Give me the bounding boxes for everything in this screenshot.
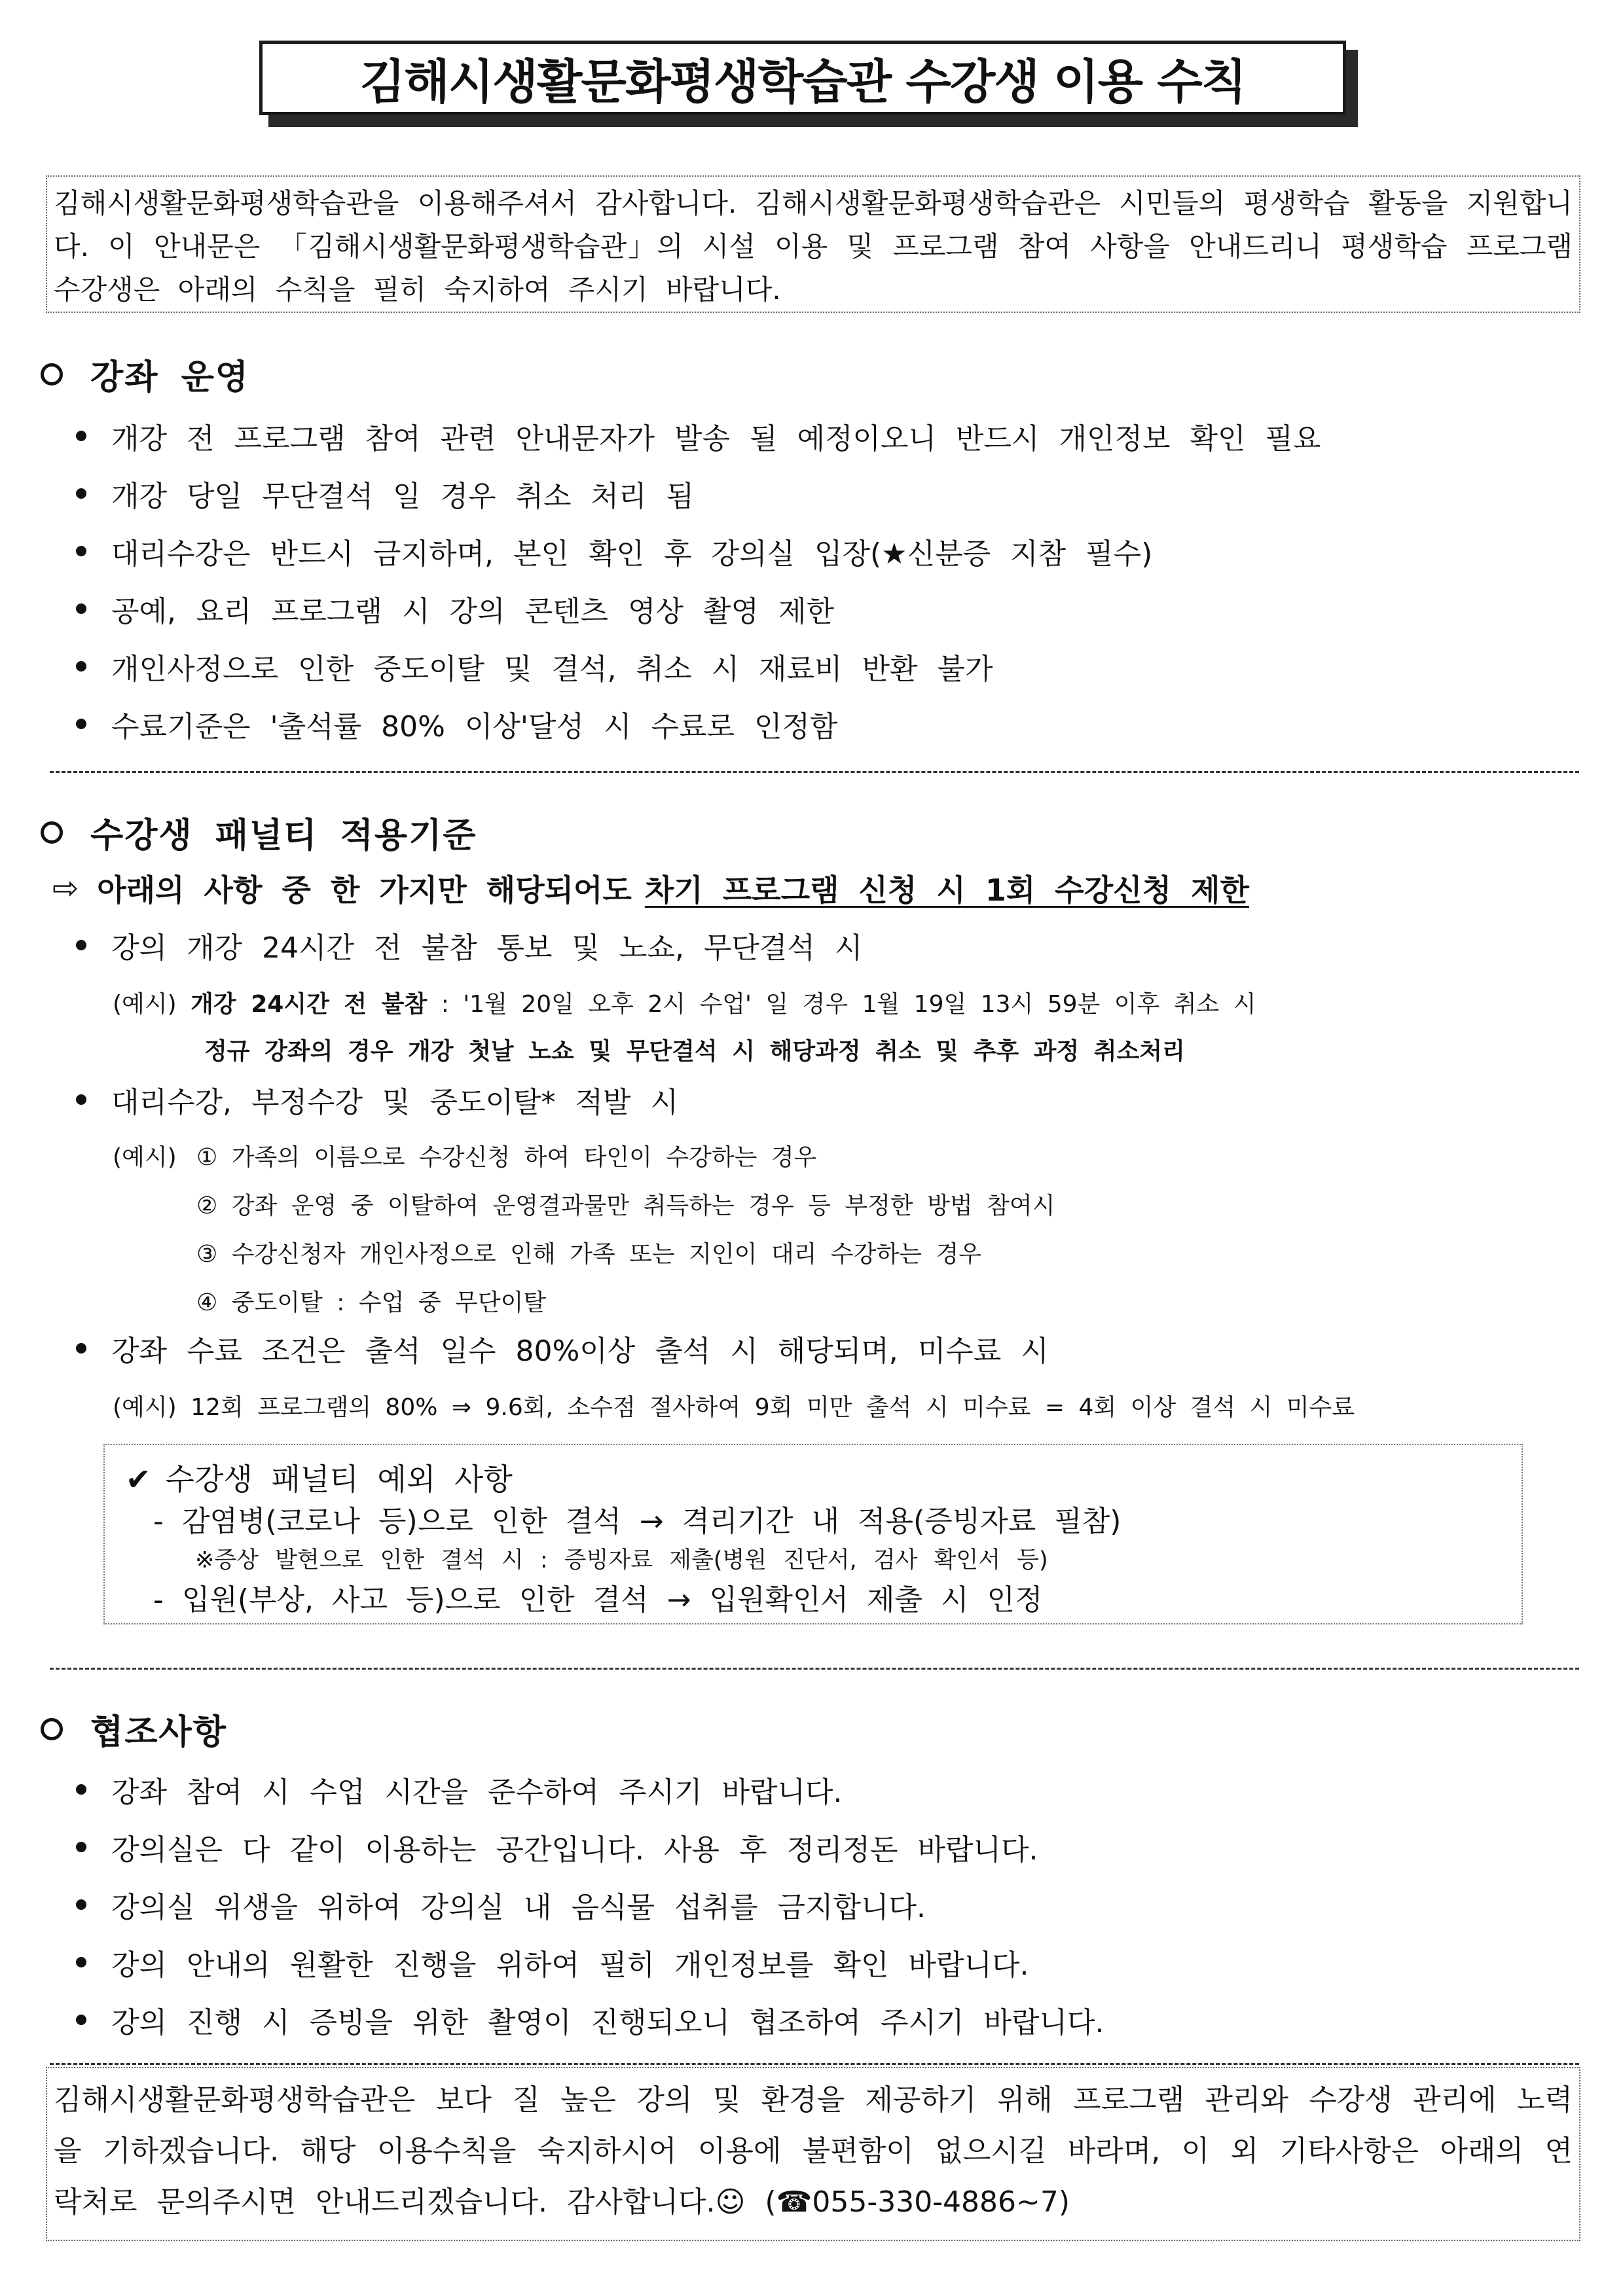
penalty-rule — [52, 867, 1249, 910]
cooperation-list — [72, 1761, 1104, 2049]
exception-line-2: - 입원(부상, 사고 등)으로 인한 결석 → 입원확인서 제출 시 인정 — [153, 1583, 1043, 1617]
penalty-rule-underlined: 차기 프로그램 신청 시 1회 수강신청 제한 — [644, 872, 1249, 908]
lecture-operation-list — [72, 407, 1321, 753]
list-item-text: 강의 안내의 원활한 진행을 위하여 필히 개인정보를 확인 바랍니다. — [111, 1948, 1029, 1982]
list-item-text: 개강 당일 무단결석 일 경우 취소 처리 됨 — [111, 480, 694, 513]
list-item-text: 대리수강, 부정수강 및 중도이탈* 적발 시 — [111, 1086, 678, 1119]
outro-box — [46, 2067, 1580, 2241]
list-item-text: 수료기준은 '출석률 80% 이상'달성 시 수료로 인정함 — [111, 710, 838, 744]
section-title: 수강생 패널티 적용기준 — [90, 816, 477, 855]
intro-box — [46, 175, 1580, 313]
intro-text: 김해시생활문화평생학습관을 이용해주셔서 감사합니다. 김해시생활문화평생학습관은 시민들의 평생학습 활동을 지원합니다. 이 안내문은 「김해시생활문화평생학습관」의 시설 이용 및 프로그램 참여 사항을 안내드리니 평생학습 프로그램 수강생은 아래의 수칙을 필히 숙지하여 주시기 바랍니다. — [54, 187, 1573, 306]
bullet-icon — [76, 488, 86, 499]
list-item — [72, 1933, 1104, 1991]
exception-title: 수강생 패널티 예외 사항 — [165, 1462, 513, 1497]
bullet-icon — [76, 1957, 86, 1967]
circle-icon — [41, 363, 63, 386]
bullet-icon — [76, 940, 86, 950]
list-item-text: 강좌 수료 조건은 출석 일수 80%이상 출석 시 해당되며, 미수료 시 — [111, 1335, 1049, 1368]
outro-text: 김해시생활문화평생학습관은 보다 질 높은 강의 및 환경을 제공하기 위해 프로그램 관리와 수강생 관리에 노력을 기하겠습니다. 해당 이용수칙을 숙지하시어 이용에 불편함이 없으시길 바라며, 이 외 기타사항은 아래의 연락처로 문의주시면 안내드리겠습니다. 감사합니다.☺ (☎055-330-4886~7) — [54, 2083, 1573, 2219]
list-item-text: 개강 전 프로그램 참여 관련 안내문자가 발송 될 예정이오니 반드시 개인정보 확인 필요 — [111, 422, 1321, 456]
list-item — [72, 1071, 678, 1128]
list-item — [72, 580, 1321, 637]
circle-icon — [41, 821, 63, 844]
example-prefix: (예시) — [113, 991, 177, 1018]
example-3-line: (예시) 12회 프로그램의 80% ⇒ 9.6회, 소수점 절사하여 9회 미만 출석 시 미수료 = 4회 이상 결석 시 미수료 — [113, 1394, 1355, 1421]
title-box — [259, 41, 1346, 115]
exception-line-1: - 감염병(코로나 등)으로 인한 결석 → 격리기간 내 적용(증빙자료 필참) — [153, 1505, 1122, 1538]
penalty-item-3 — [72, 1319, 1049, 1377]
exception-heading — [126, 1456, 513, 1499]
example-1-line-1 — [113, 986, 1256, 1019]
bullet-icon — [76, 2015, 86, 2025]
penalty-exception-box — [103, 1444, 1523, 1624]
list-item-text: 대리수강은 반드시 금지하며, 본인 확인 후 강의실 입장(★신분증 지참 필수) — [111, 537, 1153, 571]
section-title: 협조사항 — [90, 1713, 227, 1752]
penalty-item-1 — [72, 916, 862, 974]
list-item-text: 개인사정으로 인한 중도이탈 및 결석, 취소 시 재료비 반환 불가 — [111, 653, 993, 686]
bullet-icon — [76, 1899, 86, 1910]
list-item — [72, 1991, 1104, 2049]
list-item — [72, 1818, 1104, 1876]
list-item — [72, 465, 1321, 522]
list-item — [72, 407, 1321, 465]
example-2-prefix: (예시) — [113, 1144, 177, 1171]
bullet-icon — [76, 719, 86, 729]
example-2-line: ④ 중도이탈 : 수업 중 무단이탈 — [196, 1289, 547, 1316]
list-item — [72, 1761, 1104, 1818]
checkmark-icon: ✔ — [126, 1462, 151, 1497]
dashed-divider — [50, 771, 1579, 773]
title-frame — [259, 41, 1359, 128]
penalty-rule-text: 아래의 사항 중 한 가지만 해당되어도 — [97, 872, 632, 908]
section-heading-cooperation — [41, 1704, 227, 1753]
page-title: 김해시생활문화평생학습관 수강생 이용 수칙 — [359, 54, 1246, 109]
circle-icon — [41, 1718, 63, 1740]
example-1-line-2: 정규 강좌의 경우 개강 첫날 노쇼 및 무단결석 시 해당과정 취소 및 추후 과정 취소처리 — [204, 1038, 1185, 1065]
bullet-icon — [76, 431, 86, 441]
list-item-text: 강의실은 다 같이 이용하는 공간입니다. 사용 후 정리정돈 바랍니다. — [111, 1833, 1038, 1867]
list-item-text: 강의 개강 24시간 전 불참 통보 및 노쇼, 무단결석 시 — [111, 931, 863, 965]
bullet-icon — [76, 1784, 86, 1795]
section-heading-penalty — [41, 808, 477, 857]
list-item — [72, 1876, 1104, 1933]
bullet-icon — [76, 1094, 86, 1105]
list-item-text: 강의실 위생을 위하여 강의실 내 음식물 섭취를 금지합니다. — [111, 1891, 926, 1924]
bullet-icon — [76, 661, 86, 672]
list-item — [72, 637, 1321, 695]
example-2-line: ③ 수강신청자 개인사정으로 인해 가족 또는 지인이 대리 수강하는 경우 — [196, 1241, 981, 1268]
list-item-text: 강의 진행 시 증빙을 위한 촬영이 진행되오니 협조하여 주시기 바랍니다. — [111, 2006, 1104, 2039]
list-item — [72, 522, 1321, 580]
bullet-icon — [76, 1842, 86, 1852]
bullet-icon — [76, 603, 86, 614]
arrow-right-icon: ⇨ — [52, 870, 79, 906]
list-item-text: 공예, 요리 프로그램 시 강의 콘텐츠 영상 촬영 제한 — [111, 595, 834, 628]
list-item-text: 강좌 참여 시 수업 시간을 준수하여 주시기 바랍니다. — [111, 1776, 843, 1809]
list-item — [72, 695, 1321, 753]
exception-note: ※증상 발현으로 인한 결석 시 : 증빙자료 제출(병원 진단서, 검사 확인서 등) — [195, 1547, 1048, 1573]
example-text: : '1월 20일 오후 2시 수업' 일 경우 1월 19일 13시 59분 이후 취소 시 — [441, 991, 1256, 1018]
bullet-icon — [76, 1343, 86, 1354]
example-2-line: ② 강좌 운영 중 이탈하여 운영결과물만 취득하는 경우 등 부정한 방법 참여시 — [196, 1193, 1055, 1219]
bullet-icon — [76, 546, 86, 556]
dashed-divider — [50, 2063, 1579, 2065]
example-2-line: ① 가족의 이름으로 수강신청 하여 타인이 수강하는 경우 — [196, 1144, 817, 1171]
penalty-item-2 — [72, 1071, 678, 1128]
list-item — [72, 916, 862, 974]
section-title: 강좌 운영 — [90, 358, 250, 397]
example-bold-text: 개강 24시간 전 불참 — [191, 991, 428, 1018]
section-heading-lecture-operation — [41, 350, 249, 399]
dashed-divider — [50, 1668, 1579, 1670]
list-item — [72, 1319, 1049, 1377]
